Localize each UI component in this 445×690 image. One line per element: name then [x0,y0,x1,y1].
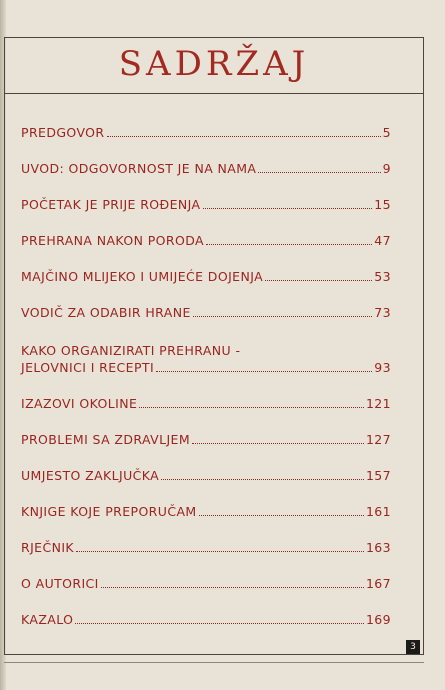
dot-leader [75,623,364,624]
toc-entry-row2 [21,359,391,376]
toc-entry-label: PREDGOVOR [21,125,105,140]
dot-leader [206,244,372,245]
toc-entry-label: UMJESTO ZAKLJUČKA [21,468,160,483]
toc-entry-page: 169 [365,612,391,627]
toc-entry-o-autorici[interactable] [21,575,391,592]
toc-entry-page: 157 [365,468,391,483]
page-title: SADRŽAJ [118,44,310,84]
toc-entry-page: 127 [365,432,391,447]
toc-entry-label-line2: JELOVNICI I RECEPTI [21,360,155,375]
toc-entry-page: 93 [374,360,391,375]
dot-leader [203,208,373,209]
dot-leader [139,407,364,408]
toc-entry-label: KAZALO [21,612,74,627]
dot-leader [156,371,372,372]
toc-entry-pocetak[interactable] [21,196,391,213]
toc-entry-label: VODIČ ZA ODABIR HRANE [21,305,191,320]
toc-entry-page: 121 [365,396,391,411]
toc-entry-label: IZAZOVI OKOLINE [21,396,138,411]
dot-leader [265,280,372,281]
toc-entry-label: PREHRANA NAKON PORODA [21,233,204,248]
toc-entry-kako-organizirati[interactable] [21,342,391,376]
dot-leader [76,551,364,552]
toc-entry-knjige[interactable] [21,503,391,520]
toc-entry-problemi[interactable] [21,431,391,448]
toc-entry-rjecnik[interactable] [21,539,391,556]
toc-entry-label: POČETAK JE PRIJE ROĐENJA [21,197,201,212]
table-of-contents [21,124,391,628]
dot-leader [193,316,373,317]
toc-entry-page: 53 [374,269,391,284]
toc-entry-label: RJEČNIK [21,540,75,555]
dot-leader [161,479,364,480]
toc-entry-page: 161 [365,504,391,519]
toc-entry-page: 5 [382,125,391,140]
dot-leader [258,172,380,173]
toc-entry-vodic[interactable] [21,304,391,321]
toc-entry-umjesto[interactable] [21,467,391,484]
toc-entry-majcino-mlijeko[interactable] [21,268,391,285]
toc-entry-label: UVOD: ODGOVORNOST JE NA NAMA [21,161,257,176]
dot-leader [199,515,364,516]
toc-entry-page: 47 [374,233,391,248]
toc-entry-page: 73 [374,305,391,320]
toc-entry-prehrana-nakon-poroda[interactable] [21,232,391,249]
toc-entry-page: 15 [374,197,391,212]
toc-entry-label-line1: KAKO ORGANIZIRATI PREHRANU - [21,343,241,358]
toc-entry-izazovi[interactable] [21,395,391,412]
toc-entry-label: O AUTORICI [21,576,99,591]
toc-entry-label: KNJIGE KOJE PREPORUČAM [21,504,197,519]
bottom-rule [4,662,424,663]
toc-entry-predgovor[interactable] [21,124,391,141]
toc-entry-page: 163 [365,540,391,555]
dot-leader [192,443,364,444]
toc-entry-page: 9 [382,161,391,176]
toc-entry-label: MAJČINO MLIJEKO I UMIJEĆE DOJENJA [21,269,264,284]
toc-entry-uvod[interactable] [21,160,391,177]
toc-entry-label: PROBLEMI SA ZDRAVLJEM [21,432,191,447]
page-number-badge: 3 [406,640,420,654]
dot-leader [101,587,364,588]
toc-entry-page: 167 [365,576,391,591]
dot-leader [107,136,381,137]
toc-entry-kazalo[interactable] [21,611,391,628]
